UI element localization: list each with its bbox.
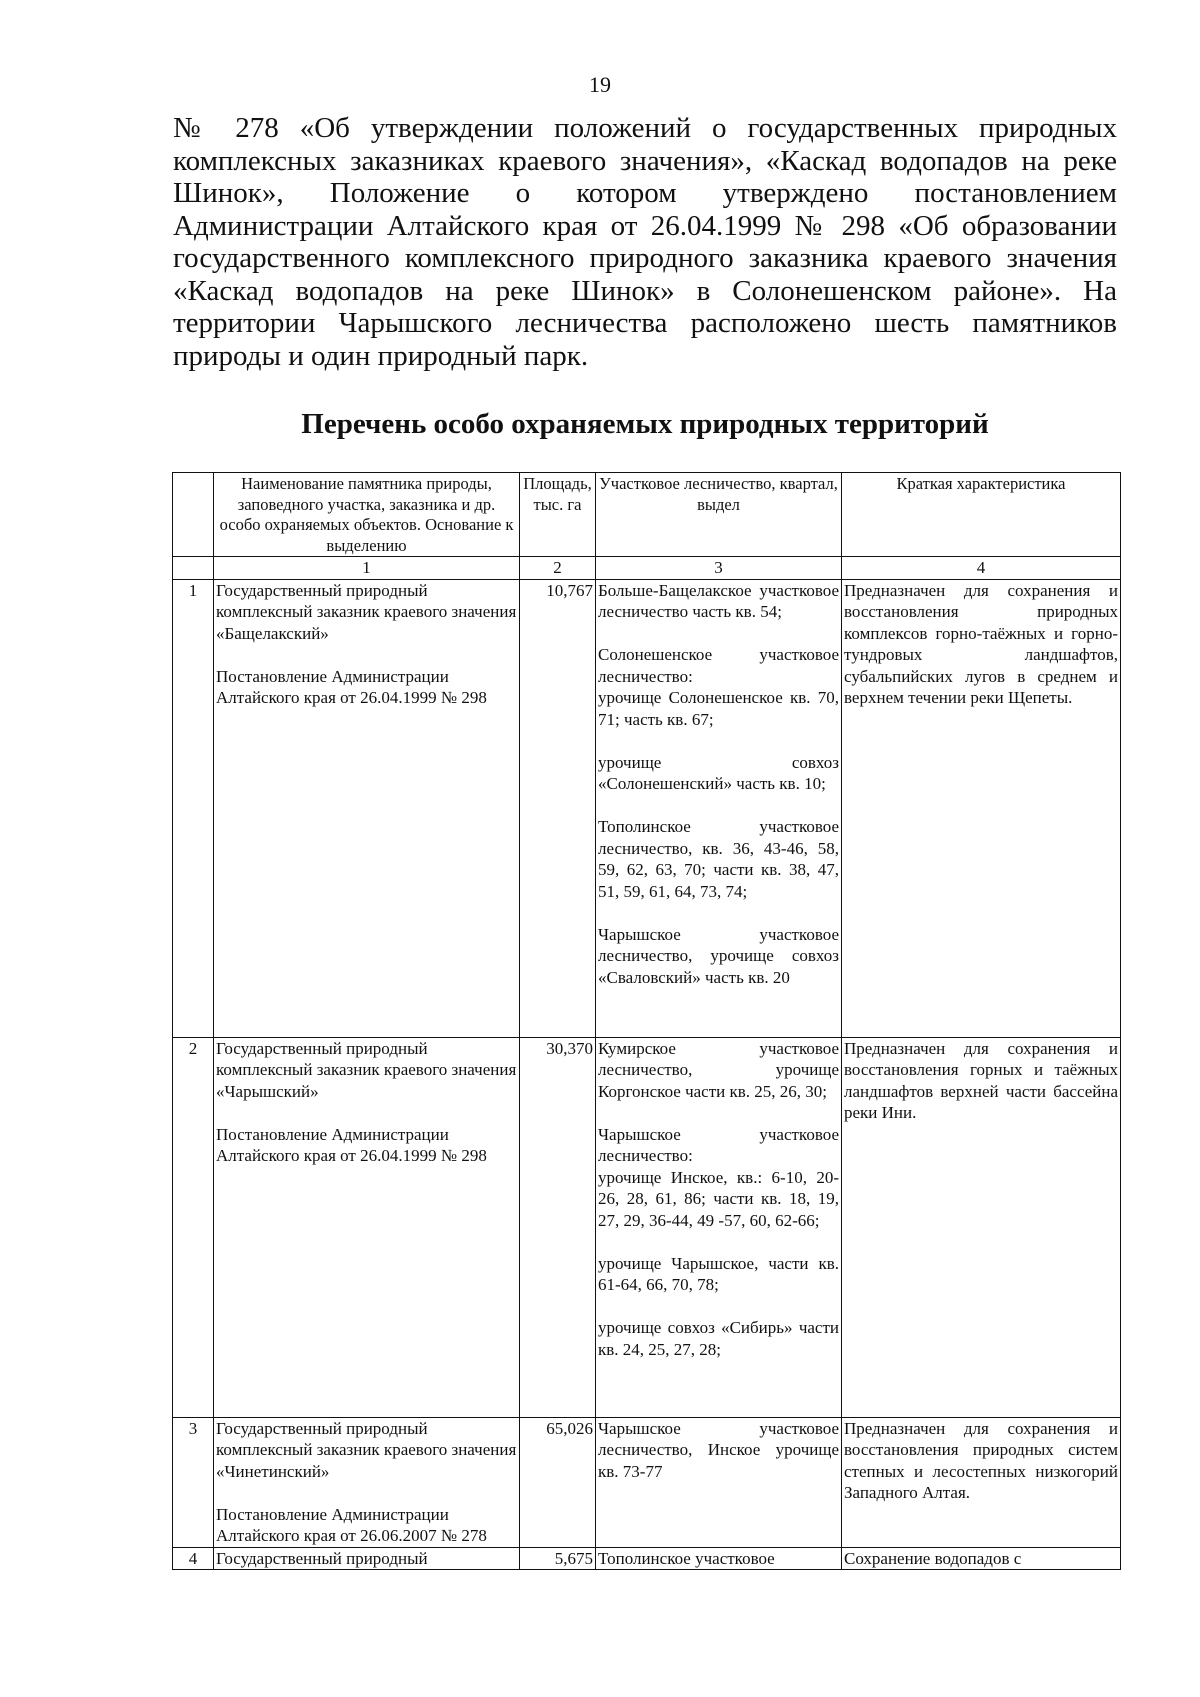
intro-paragraph: № 278 «Об утверждении положений о государственных природных комплексных заказниках краевого значения», «Каскад водопадов на реке Шинок», Положение о котором утверждено постановлением Администрации Алтайского края от 26.04.1999 № 298 «Об образовании государственного комплексного природного заказника краевого значения «Каскад водопадов на реке Шинок» в Солонешенском районе». На территории Чарышского лесничества расположено шесть памятников природы и один природный парк. xyxy=(173,112,1117,372)
column-number: 4 xyxy=(842,557,1121,580)
row-description: Предназначен для сохранения и восстановления горных и таёжных ландшафтов верхней части бассейна реки Ини. xyxy=(842,1037,1121,1417)
header-location: Участковое лесничество, квартал, выдел xyxy=(596,473,842,557)
row-area: 30,370 xyxy=(520,1037,596,1417)
column-number: 1 xyxy=(214,557,520,580)
row-description: Предназначен для сохранения и восстановления природных систем степных и лесостепных низкогорий Западного Алтая. xyxy=(842,1417,1121,1547)
reserve-basis: Постановление Администрации Алтайского края от 26.06.2007 № 278 xyxy=(216,1504,487,1545)
table-row xyxy=(173,1417,1121,1547)
location-entry: Солонешенское участковое лесничество: урочище Солонешенское кв. 70, 71; часть кв. 67; xyxy=(598,645,839,729)
header-index xyxy=(173,473,214,557)
table-header-row xyxy=(173,473,1121,557)
reserve-basis: Постановление Администрации Алтайского края от 26.04.1999 № 298 xyxy=(216,1124,487,1165)
row-index: 4 xyxy=(173,1547,214,1570)
column-number: 3 xyxy=(596,557,842,580)
row-index: 2 xyxy=(173,1037,214,1417)
reserve-basis: Постановление Администрации Алтайского края от 26.04.1999 № 298 xyxy=(216,666,487,707)
row-index: 3 xyxy=(173,1417,214,1547)
location-entry: Чарышское участковое лесничество, Инское урочище кв. 73-77 xyxy=(598,1418,839,1481)
column-number xyxy=(173,557,214,580)
header-area: Площадь, тыс. га xyxy=(520,473,596,557)
row-name-cell xyxy=(214,579,520,1037)
row-area: 10,767 xyxy=(520,579,596,1037)
location-entry: урочище совхоз «Солонешенский» часть кв. 10; xyxy=(598,752,839,793)
row-description: Сохранение водопадов с xyxy=(842,1547,1121,1570)
header-description: Краткая характеристика xyxy=(842,473,1121,557)
table-title: Перечень особо охраняемых природных территорий xyxy=(301,408,989,440)
location-entry: Чарышское участковое лесничество: урочище Инское, кв.: 6-10, 20-26, 28, 61, 86; части кв. 18, 19, 27, 29, 36-44, 49 -57, 60, 62-66; xyxy=(598,1124,839,1230)
location-entry: Тополинское участковое лесничество, кв. 36, 43-46, 58, 59, 62, 63, 70; части кв. 38, 47, 51, 59, 61, 64, 73, 74; xyxy=(598,817,839,901)
table-row xyxy=(173,1037,1121,1417)
table-row xyxy=(173,1547,1121,1570)
row-location-cell xyxy=(596,1037,842,1417)
reserve-name: Государственный природный xyxy=(214,1547,520,1570)
reserve-name: Государственный природный комплексный заказник краевого значения «Чарышский» xyxy=(216,1038,517,1101)
location-entry: урочище совхоз «Сибирь» части кв. 24, 25, 27, 28; xyxy=(598,1318,839,1359)
table-row xyxy=(173,579,1121,1037)
location-entry: Кумирское участковое лесничество, урочище Коргонское части кв. 25, 26, 30; xyxy=(598,1038,839,1101)
row-description: Предназначен для сохранения и восстановления природных комплексов горно-таёжных и горно-тундровых ландшафтов, субальпийских лугов в среднем и верхнем течении реки Щепеты. xyxy=(842,579,1121,1037)
header-name: Наименование памятника природы, заповедного участка, заказника и др. особо охраняемых объектов. Основание к выделению xyxy=(214,473,520,557)
row-index: 1 xyxy=(173,579,214,1037)
row-location-cell xyxy=(596,1417,842,1547)
row-name-cell xyxy=(214,1037,520,1417)
location-entry: Тополинское участковое xyxy=(596,1547,842,1570)
page-number: 19 xyxy=(589,72,611,97)
row-location-cell xyxy=(596,579,842,1037)
column-number-row xyxy=(173,557,1121,580)
location-entry: Больше-Бащелакское участковое лесничество часть кв. 54; xyxy=(598,580,839,621)
reserve-name: Государственный природный комплексный заказник краевого значения «Чинетинский» xyxy=(216,1418,517,1481)
row-area: 5,675 xyxy=(520,1547,596,1570)
location-entry: Чарышское участковое лесничество, урочище совхоз «Сваловский» часть кв. 20 xyxy=(598,924,839,987)
location-entry: урочище Чарышское, части кв. 61-64, 66, 70, 78; xyxy=(598,1253,839,1294)
row-name-cell xyxy=(214,1417,520,1547)
column-number: 2 xyxy=(520,557,596,580)
reserve-name: Государственный природный комплексный заказник краевого значения «Бащелакский» xyxy=(216,580,517,643)
row-area: 65,026 xyxy=(520,1417,596,1547)
protected-areas-table xyxy=(172,472,1121,1570)
